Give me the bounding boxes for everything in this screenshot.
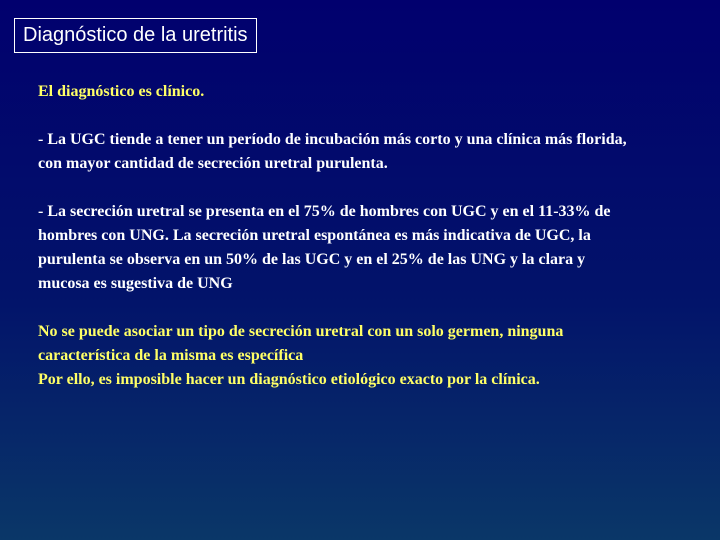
spacer — [38, 176, 638, 200]
slide-title: Diagnóstico de la uretritis — [14, 18, 257, 53]
slide-content — [38, 80, 638, 392]
conclusion-diagnostico: Por ello, es imposible hacer un diagnóstico etiológico exacto por la clínica. — [38, 371, 540, 388]
bullet-incubation: - La UGC tiende a tener un período de incubación más corto y una clínica más florida, con mayor cantidad de secreción uretral purulenta. — [38, 131, 627, 172]
intro-statement: El diagnóstico es clínico. — [38, 83, 205, 100]
spacer — [38, 296, 638, 320]
conclusion-germen: No se puede asociar un tipo de secreción uretral con un solo germen, ninguna característica de la misma es específica — [38, 323, 564, 364]
bullet-secretion: - La secreción uretral se presenta en el 75% de hombres con UGC y en el 11-33% de hombres con UNG. La secreción uretral espontánea es más indicativa de UGC, la purulenta se observa en un 50% de las UGC y en el 25% de las UNG y la clara y mucosa es sugestiva de UNG — [38, 203, 611, 292]
spacer — [38, 104, 638, 128]
